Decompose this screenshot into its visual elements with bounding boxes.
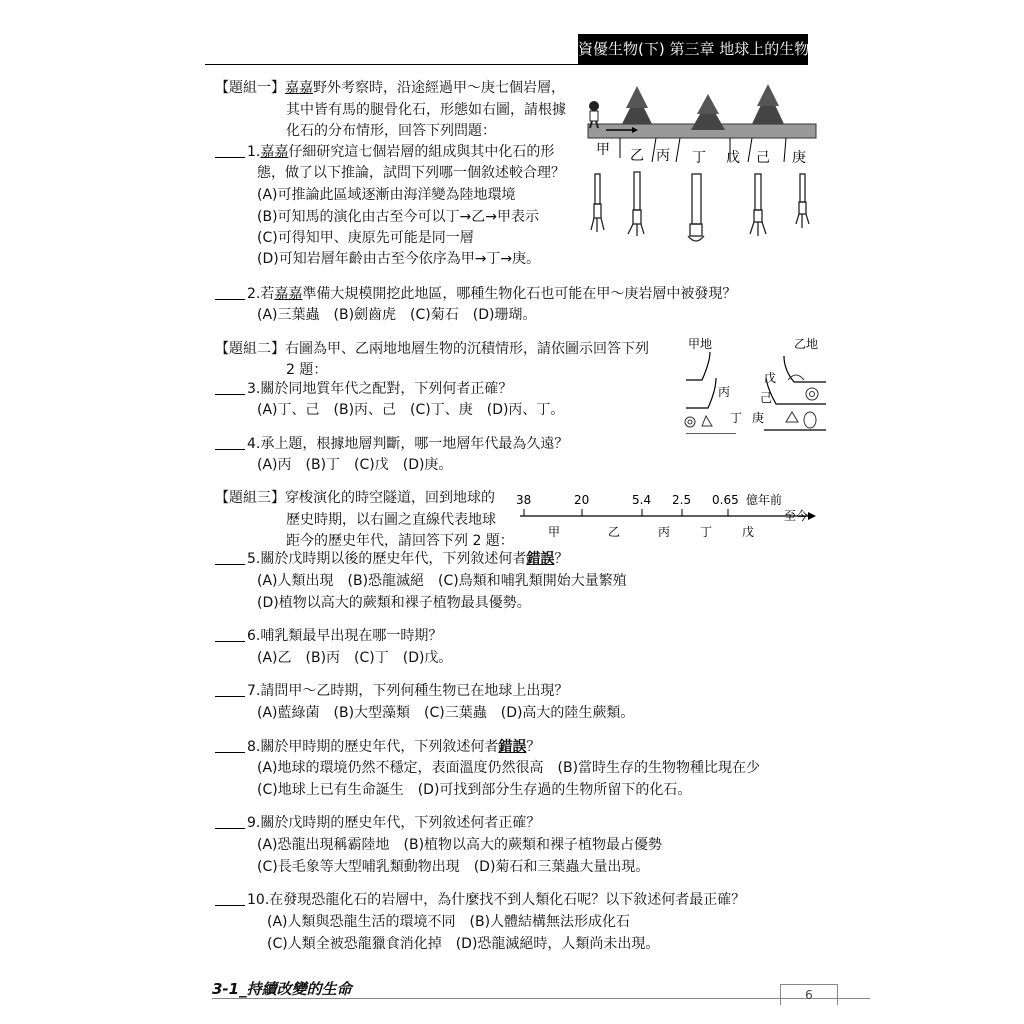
horse-leg-fossil-icon [688,174,704,241]
layer-label-yi: 乙 [630,148,644,164]
group3-intro-line2: 歷史時期，以右圖之直線代表地球 [286,512,496,528]
question-1-stem-2: 態，做了以下推論，試問下列哪一個敘述較合理？ [257,165,565,181]
group1-intro-line1: 【題組一】嘉嘉野外考察時，沿途經過甲～庚七個岩層， [215,80,565,96]
question-10-options-1: (A)人類與恐龍生活的環境不同 (B)人體結構無法形成化石 [267,914,631,930]
layer-label-jia: 甲 [596,142,610,158]
shell-fossil-icon [702,416,712,426]
question-7-options: (A)藍綠菌 (B)大型藻類 (C)三葉蟲 (D)高大的陸生蕨類。 [257,705,635,721]
question-4-stem: 4.承上題，根據地層判斷，哪一地層年代最為久遠？ [215,435,568,453]
question-8-stem: 8.關於甲時期的歷史年代，下列敘述何者錯誤？ [215,738,540,756]
question-4-options: (A)丙 (B)丁 (C)戊 (D)庚。 [257,457,453,473]
page-number: 6 [780,984,838,1005]
strata-comparison-figure [676,330,836,434]
question-6-options: (A)乙 (B)丙 (C)丁 (D)戊。 [257,650,453,666]
group1-label: 【題組一】 [215,80,285,96]
horse-leg-fossil-icon [750,174,766,236]
timeline-tick-5-4: 5.4 [632,493,652,507]
period-label-jia: 甲 [548,525,561,539]
question-5-options-2: (D)植物以高大的蕨類和裸子植物最具優勢。 [257,595,531,611]
period-label-bing: 丙 [658,525,671,539]
layer-label-wu: 戊 [726,150,740,166]
question-9-options-1: (A)恐龍出現稱霸陸地 (B)植物以高大的蕨類和裸子植物最占優勢 [257,837,663,853]
answer-blank-5[interactable] [215,550,245,565]
answer-blank-6[interactable] [215,627,245,642]
question-10-options-2: (C)人類全被恐龍獵食消化掉 (D)恐龍滅絕時，人類尚未出現。 [267,936,660,952]
period-label-ding: 丁 [700,525,713,539]
ammonite-fossil-icon [685,417,695,427]
stratum-label-ji: 己 [760,391,773,405]
answer-blank-4[interactable] [215,435,245,450]
stratum-label-ding: 丁 [730,411,743,425]
footer-rule [212,998,870,999]
timeline-tick-38: 38 [516,493,532,507]
timeline-tick-2-5: 2.5 [672,493,692,507]
question-5-stem: 5.關於戊時期以後的歷史年代，下列敘述何者錯誤？ [215,550,568,568]
question-2-stem: 2.若嘉嘉準備大規模開挖此地區，哪種生物化石也可能在甲～庚岩層中被發現？ [215,285,736,303]
answer-blank-8[interactable] [215,738,245,753]
site-label-yi: 乙地 [794,337,819,351]
answer-blank-2[interactable] [215,285,245,300]
group3-label: 【題組三】 [215,490,285,506]
stratum-label-geng: 庚 [752,411,765,425]
stratum-label-wu: 戊 [764,371,777,385]
group3-intro-line1: 【題組三】穿梭演化的時空隧道，回到地球的 [215,490,495,506]
question-9-options-2: (C)長毛象等大型哺乳類動物出現 (D)菊石和三葉蟲大量出現。 [257,859,650,875]
question-1-option-d: (D)可知岩層年齡由古至今依序為甲→丁→庚。 [257,251,541,267]
group2-intro-line1: 【題組二】右圖為甲、乙兩地地層生物的沉積情形，請依圖示回答下列 [215,341,649,357]
question-1-option-b: (B)可知馬的演化由古至今可以丁→乙→甲表示 [257,209,539,225]
question-8-options-1: (A)地球的環境仍然不穩定，表面溫度仍然很高 (B)當時生存的生物物種比現在少 [257,760,761,776]
question-7-stem: 7.請問甲～乙時期，下列何種生物已在地球上出現？ [215,682,568,700]
question-8-options-2: (C)地球上已有生命誕生 (D)可找到部分生存過的生物所留下的化石。 [257,782,692,798]
timeline-tick-20: 20 [574,493,590,507]
group1-intro-line2: 其中皆有馬的腿骨化石，形態如右圖，請根據 [286,102,566,118]
stratum-label-bing: 丙 [718,385,731,399]
horse-leg-fossil-icon [628,172,644,236]
answer-blank-3[interactable] [215,380,245,395]
rock-layer-fossil-figure [580,82,820,252]
question-9-stem: 9.關於戊時期的歷史年代，下列敘述何者正確？ [215,814,540,832]
section-footer: 3-1_持續改變的生命 [212,980,352,998]
layer-label-ding: 丁 [692,150,706,166]
question-6-stem: 6.哺乳類最早出現在哪一時期？ [215,627,442,645]
timeline-arrow [808,512,816,520]
answer-blank-7[interactable] [215,682,245,697]
geologic-timeline [508,490,828,550]
period-label-yi: 乙 [608,525,621,539]
question-3-options: (A)丁、己 (B)丙、己 (C)丁、庚 (D)丙、丁。 [257,402,565,418]
shell-fossil-icon [788,375,804,380]
period-label-wu: 戊 [742,525,755,539]
shell-fossil-icon [786,412,798,422]
question-3-stem: 3.關於同地質年代之配對，下列何者正確？ [215,380,512,398]
question-2-options: (A)三葉蟲 (B)劍齒虎 (C)菊石 (D)珊瑚。 [257,307,537,323]
chapter-header: 資優生物(下) 第三章 地球上的生物 [578,34,808,64]
question-1-option-c: (C)可得知甲、庚原先可能是同一層 [257,230,474,246]
header-rule [205,64,808,65]
timeline-end-label: 至今 [784,509,809,523]
group2-label: 【題組二】 [215,341,285,357]
answer-blank-9[interactable] [215,814,245,829]
group3-intro-line3: 距今的歷史年代，請回答下列 2 題： [286,533,514,549]
answer-blank-1[interactable] [215,143,245,158]
question-5-options-1: (A)人類出現 (B)恐龍滅絕 (C)鳥類和哺乳類開始大量繁殖 [257,573,627,589]
timeline-unit: 億年前 [746,493,783,507]
group1-intro-line3: 化石的分布情形，回答下列問題： [286,123,496,139]
question-1-option-a: (A)可推論此區域逐漸由海洋變為陸地環境 [257,187,516,203]
layer-label-bing: 丙 [656,148,670,164]
timeline-tick-0-65: 0.65 [712,493,739,507]
ammonite-fossil-icon [806,388,818,400]
answer-blank-10[interactable] [215,891,245,906]
layer-label-geng: 庚 [792,150,806,166]
horse-leg-fossil-icon [591,174,604,232]
question-10-stem: 10.在發現恐龍化石的岩層中，為什麼找不到人類化石呢？以下敘述何者最正確？ [215,891,745,909]
horse-leg-fossil-icon [796,174,809,228]
group2-intro-line2: 2 題： [286,362,328,378]
layer-label-ji: 己 [756,150,770,166]
group1-person: 嘉嘉 [285,80,313,96]
trilobite-fossil-icon [804,412,816,428]
question-1-stem: 1.嘉嘉仔細研究這七個岩層的組成與其中化石的形 [215,143,554,161]
site-label-jia: 甲地 [688,337,713,351]
